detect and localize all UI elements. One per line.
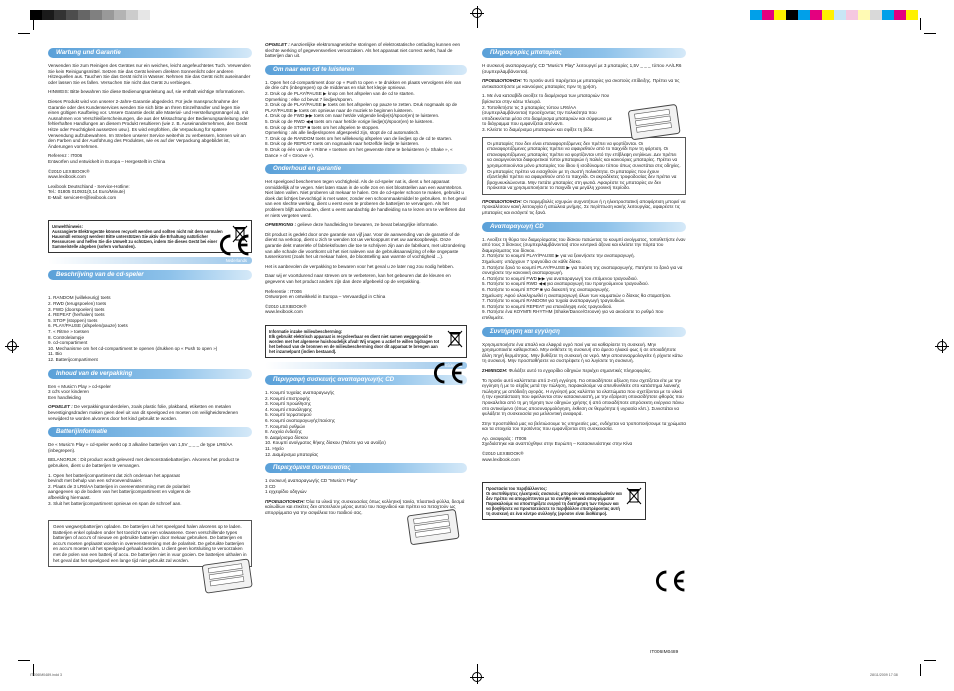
color-swatch <box>126 10 138 20</box>
battery-compartment-diagram <box>200 555 256 595</box>
list-item: 11. Ηχείο <box>265 445 284 451</box>
step-item: 1. Με ένα κατσαβίδι ανοίξτε το διαμέρισμα των μπαταριών που βρίσκεται στην κάτω πλευρά. <box>482 93 610 104</box>
color-swatch <box>858 10 870 20</box>
hotline-phone: Tel.: 01805 010931(0,14 Euro/Minute) <box>48 189 126 195</box>
slug-left: IT006IM0489.indd 3 <box>30 673 62 677</box>
contents-list-greek <box>265 478 467 495</box>
registration-mark-icon <box>7 341 17 351</box>
list-item: 9. cd-compartiment <box>48 340 88 346</box>
color-swatch <box>150 10 162 20</box>
color-swatch <box>54 10 66 20</box>
battery-steps <box>48 473 252 507</box>
list-item: 6. Κουμπί αναπαραγωγής/παύσης <box>265 417 336 423</box>
step-item: 5. Druk op de RWD ◀◀ toets om naar het/de vorige liedje(s)/spoor(en) te luisteren. <box>265 118 434 124</box>
reference-line-2: Ontworpen en ontwikkeld in Europa – Vervaardigd in China <box>265 294 386 300</box>
section-header-onderhoud: Onderhoud en garantie <box>265 164 467 174</box>
warning-text: Ausrangierte Elektrogeräte können recycelt werden und sollten nicht mit dem normalen Hausmüll entsorgt werden! Bitte unterstützen Sie aktiv die Erhaltung natürlicher Ressourcen und helfen Sie die Umwelt zu schützen, indem Sie dieses Gerät bei einer Sammelstelle abgeben (sofern vorhanden). <box>52 229 223 250</box>
paragraph: ΣΗΜΕΙΩΣΗ: Φυλάξτε αυτό το εγχειρίδιο οδηγιών περιέχει σημαντικές πληροφορίες. <box>482 367 652 373</box>
color-swatch <box>786 10 798 20</box>
step-item: 3. Sluit het batterijcompartiment opnieuw en span de schroef aan. <box>48 500 182 506</box>
color-swatch <box>102 10 114 20</box>
paragraph: Το προϊόν αυτό καλύπτεται από 2-ετή εγγύηση. Για οποιαδήποτε αξίωση που σχετίζεται είτε με την εγγύηση ή με το σέρβις μετά την πώληση, παρακαλούμε να απευθυνθείτε στο κατάστημα λιανικής πώλησης με απόδειξη αγοράς. Η εγγύησή μας καλύπτει τα ελαττώματα που σχετίζονται με το υλικό ή την εγκατάσταση που οφείλονται στον κατασκευαστή, με την εξαίρεση οποιασδήποτε φθοράς που προκαλείται από τη μη τήρηση των οδηγιών χρήσης ή από οποιαδήποτε απρόσεκτη ενέργεια πάνω στο αντικείμενο (όπως αποσυναρμολόγηση, έκθεση σε θερμότητα ή υγρασία κλπ.). Συνιστάται να φυλάξετε τη συσκευασία για μελλοντική αναφορά. <box>482 377 684 417</box>
color-swatch <box>42 10 54 20</box>
play-steps <box>265 80 467 158</box>
reference-line-2: Σχεδιάστηκε και αναπτύχθηκε στην Ευρώπη – Κατασκευάστηκε στην Κίνα <box>482 441 633 447</box>
play-steps-greek <box>482 237 686 321</box>
packaging-warning: OPGELET : De verpakkingsonderdelen, zoals plastic folie, plakband, etiketten en metalen bevestigingsdraden maken geen deel uit van dit speelgoed en moeten om veiligheidsredenen verwijderd te worden alvorens door het kind gebruikt te worden. <box>48 404 239 421</box>
ce-mark-icon <box>652 568 688 594</box>
list-item: 3. FWD (doorspoelen) toets <box>48 306 105 312</box>
color-swatch <box>870 10 882 20</box>
battery-safety-box-greek: Οι μπαταρίες που δεν είναι επαναφορτιζόμενες δεν πρέπει να φορτίζονται. Οι επαναφορτιζόμενες μπαταρίες πρέπει να αφαιρεθούν από το παιχνίδι πριν τη φόρτιση. Οι επαναφορτιζόμενες μπαταρίες πρέπει να φορτίζονται υπό την επίβλεψη ενηλίκων. Δεν πρέπει να αναμιγνύονται διαφορετικοί τύποι μπαταριών ή παλιές και καινούριες μπαταρίες. Πρέπει να χρησιμοποιούνται μόνο μπαταρίες του ίδιου ή ισοδύναμου τύπου όπως συνιστάται στις οδηγίες. Οι μπαταρίες πρέπει να εισαχθούν με τη σωστή πολικότητα. Οι μπαταρίες που έχουν εξαντληθεί πρέπει να αφαιρεθούν από το παιχνίδι. Οι ακροδέκτες τροφοδοσίας δεν πρέπει να βραχυκυκλώνονται. Μην πετάτε μπαταρίες στη φωτιά. Αφαιρέστε τις μπαταρίες αν δεν πρόκειται να χρησιμοποιήσετε το παιχνίδι για μεγάλη χρονική περίοδο. <box>482 137 686 195</box>
parts-list <box>48 295 252 362</box>
section-header-maintenance-greek: Συντήρηση και εγγύηση <box>482 327 686 337</box>
color-swatch <box>66 10 78 20</box>
section-header-beschrijving: Beschrijving van de cd-speler <box>48 270 252 280</box>
step-item: 2. Πατήστε το κουμπί PLAY/PAUSE ▶ για να ξεκινήσετε την αναπαραγωγή. <box>482 253 635 259</box>
crop-mark <box>924 33 936 34</box>
registration-mark-icon <box>937 341 947 351</box>
list-item: 6. PLAY/PAUSE (afspelen/pauze) toets <box>48 323 128 329</box>
step-item: Opmerking : als alle liedjes/sporen afgespeeld zijn, stopt de cd automatisch. <box>265 130 420 136</box>
warning-title: Informatie inzake milieubescherming: <box>269 328 343 334</box>
reference-line: Referenz : IT006 <box>48 153 83 159</box>
reference-line: Referentie : IT006 <box>265 288 302 294</box>
hotline-label: Lexibook Deutschland - Service-Hotline: <box>48 183 130 189</box>
list-item: 10. Mechanisme om het cd-compartiment te openen (drukken op « Push to open ») <box>48 345 218 351</box>
language-tab-dutch: Nederlands <box>48 257 252 264</box>
warning-title: Umwelthinweis: <box>52 224 83 230</box>
list-item: 5. Κουμπί τερματισμού <box>265 412 312 418</box>
crop-mark <box>18 33 30 34</box>
step-item: Σημείωση: υπάρχουν 7 τραγούδια σε κάθε δίσκο. <box>482 259 582 265</box>
list-item: 8. Controlelampje <box>48 334 85 340</box>
step-item: 9. Πατήστε ένα ΚΟΥΜΠΙ RHYTHM (Shake/Dance/Groove) για να ακούσετε το ρυθμό που επιθυμείτε. <box>482 309 664 320</box>
step-item: 1. Open het batterijcompartiment dat zich onderaan het apparaat bevindt met behulp van een schroevendraaier. <box>48 472 180 484</box>
color-swatch <box>114 10 126 20</box>
color-swatch <box>810 10 822 20</box>
copyright: ©2010 LEXIBOOK® <box>48 168 90 174</box>
warning-text: Οι ανεπιθύμητες ηλεκτρικές συσκευές μπορούν να ανακυκλωθούν και δεν πρέπει να απορρίπτονται με τα συνήθη οικιακά απορρίμματα! Παρακαλούμε να υποστηρίξετε ενεργά τη διατήρηση των πόρων και να βοηθήσετε να προστατεύσετε το περιβάλλον επιστρέφοντας αυτή τη συσκευή σε ένα κέντρο συλλογής (εφόσον είναι διαθέσιμο). <box>486 491 622 517</box>
copyright: ©2010 LEXIBOOK® <box>482 451 524 457</box>
paragraph: Het is aanbevolen de verpakking te bewaren voor het geval u ze later nog zou nodig hebben. <box>265 263 454 269</box>
paragraph: Het speelgoed beschermen tegen vochtigheid. Als de cd-speler nat is, dient u het apparaat onmiddellijk af te vegen. Niet laten staan in de volle zon en niet blootstellen aan een warmtebron. Niet laten vallen. Niet proberen uit mekaar te halen. Om de cd-speler schoon te maken, gebruikt u doek dat lichtjes bevochtigd is met water, zonder een schoonmaakmiddel te gebruiken. In het geval van een slechte werking, dient u eerst even te proberen de batterijen te vervangen. Als het probleem blijft aanhouden, dient u eerst aandachtig de handleiding na te lezen om te verifiëren dat er niets vergeten werd. <box>265 179 467 218</box>
step-item: Σημείωση: Αφού ολοκληρωθεί η αναπαραγωγή όλων των κομματιών ο δίσκος θα σταματήσει. <box>482 292 672 298</box>
paragraph: Dieses Produkt wird von unserer 2-Jahre-Garantie abgedeckt. Für jede Inanspruchnahme der Garantie oder des Kundenservices wenden Sie sich bitte an Ihren Einzelhändler und legen Sie einen gültigen Kaufbeleg vor. Unsere Garantie deckt alle Material- und Herstellungsmängel ab, mit Ausnahmen von Verschleißerscheinungen, die aus der Missachtung der Bedienungsanleitung oder fehlerhaften Handlungen an diesem Produkt resultieren (wie z. B. Auseinandernehmen, den Gerät Hitze oder Feuchtigkeit aussetzen usw.). Es wird empfohlen, die Verpackung für spätere Verwendung aufzubewahren. Im Streben unserer Service weiterhin zu verbessern, können wir an den Farben und der Ausführung des Produktes, wie es auf der Verpackung abgebildet ist, Änderungen vornehmen. <box>48 98 249 149</box>
environment-warning-gr <box>482 482 646 520</box>
step-item: 3. Κλείστε το διαμέρισμα μπαταριών και σφίξτε τη βίδα. <box>482 126 594 132</box>
paragraph: Daar wij er voortdurend naar streven om te verbeteren, kan het gebeuren dat de kleuren en gegevens van het product anders zijn dan deze afgebeeld op de verpakking. <box>265 273 451 284</box>
color-swatch <box>762 10 774 20</box>
step-item: 2. Druk op de PLAY/PAUSE ▶ knop om het afspelen van de cd te starten. <box>265 90 415 96</box>
list-item: 4. REPEAT (herhalen) toets <box>48 312 105 318</box>
color-swatch <box>906 10 918 20</box>
step-item: 4. Πατήστε το κουμπί FWD ▶▶ για αναπαραγωγή του επόμενου τραγουδιού. <box>482 275 638 281</box>
paragraph: Χρησιμοποιήστε ένα απαλό και ελαφρά υγρό πανί για να καθαρίσετε τη συσκευή. Μην χρησιμοποιείτε καθαριστικό. Μην εκθέτετε τη συσκευή στο άμεσο ηλιακό φως ή σε οποιαδήποτε άλλη πηγή θερμότητας. Μην βυθίζετε τη συσκευή σε νερό. Μην αποσυναρμολογείτε ή ρίχνετε κάτω τη συσκευή. Μην προσπαθήσετε να συστρέψετε ή να λυγίσετε τη συσκευή. <box>482 341 683 364</box>
column-dutch-greek <box>265 42 467 520</box>
paragraph: BELANGRIJK : Dit product wordt geleverd met demonstratiebatterijen. Alvorens het product te gebruiken, dient u de batterijen te vervangen. <box>48 457 240 468</box>
step-item: 3. Druk op de PLAY/PAUSE ▶ toets om het afspelen op pauze te zetten. Druk nogmaals op de PLAY/PAUSE ▶ toets om opnieuw naar de muziek te beginnen luisteren. <box>265 102 458 113</box>
list-item: 2. RWD (terugspoelen) toets <box>48 301 107 307</box>
color-swatch <box>774 10 786 20</box>
paragraph: Verwenden Sie zum Reinigen des Gerätes nur ein weiches, leicht angefeuchtetes Tuch. Verwenden Sie kein Reinigungsmittel. Setzen Sie das Gerät keinem direkten Sonnenlicht oder anderen Hitzequellen aus. Tauchen Sie das Gerät nicht in Wasser. Nehmen Sie das Gerät nicht auseinander oder lassen Sie es fallen. Versuchen Sie nicht das Gerät zu verbiegen. <box>48 63 251 85</box>
step-item: 6. Druk op de STOP ■ toets om het afspelen te stoppen. <box>265 124 380 130</box>
list-item: 5. STOP (stoppen) toets <box>48 317 98 323</box>
crop-mark <box>924 660 936 661</box>
crossed-bin-icon <box>626 486 642 506</box>
slug-right: 28/11/2009 17:38 <box>870 673 898 677</box>
step-item: Opmerking : elke cd bevat 7 liedjes/sporen. <box>265 96 354 102</box>
section-header-luisteren: Om naar een cd te luisteren <box>265 65 467 75</box>
list-item: 7. Κουμπιά ρυθμών <box>265 423 306 429</box>
step-item: 5. Πατήστε το κουμπί RWD ◀◀ για αναπαραγωγή του προηγούμενου τραγουδιού. <box>482 281 649 287</box>
list-item: 8. Λυχνία ένδειξης <box>265 429 302 435</box>
contents-list <box>48 384 252 401</box>
battery-safety-box: Geen wegwerpbatterijen opladen. De batterijen uit het speelgoed halen alvorens op te laden. Batterijen enkel opladen onder het toezicht van een volwassene. Geen verschillende types batterijen of accu's of nieuwe en gebruikte batterijen door mekaar gebruiken. De batterijen en accu's moeten geplaatst worden in overeenstemming met de polariteit. De gebruikte batterijen en accu's moeten uit het speelgoed gehaald worden. U dient geen kortsluiting te veroorzaken met de polen van een batterij of accu. De batterijen niet in vuur gooien. De batterijen uithalen in het geval dat het speelgoed een lange tijd niet gebruikt zal worden. <box>48 520 252 567</box>
ce-mark-icon <box>216 232 252 258</box>
step-item: 3. Πατήστε ξανά το κουμπί PLAY/PAUSE ▶ για παύση της αναπαραγωγής. Πατήστε το ξανά για να συνεχίσετε την κανονική αναπαραγωγή. <box>482 264 683 276</box>
color-swatch <box>750 10 762 20</box>
packaging-warning-greek: ΠΡΟΕΙΔΟΠΟΙΗΣΗ: Όλα τα υλικά της συσκευασίας όπως κολλητική ταινία, πλαστικά φύλλα, δεσμά καλωδίων και ετικέτες δεν αποτελούν μέρος αυτού του παιχνιδιού και πρέπει να πεταχτούν ως απορρίμματα για την ασφάλεια του παιδιού σας. <box>265 498 465 516</box>
color-swatch <box>30 10 42 20</box>
section-header-perigrafi: Περιγραφή συσκευής αναπαραγωγής CD <box>265 375 467 385</box>
step-item: 7. Druk op de RANDOM toets om het willekeurig afspelen van de liedjes op de cd te starten. <box>265 135 453 141</box>
step-item: 7. Πατήστε το κουμπί RANDOM για τυχαία αναπαραγωγή τραγουδιών. <box>482 298 626 304</box>
registration-mark-icon <box>472 672 482 682</box>
paragraph: OPMERKING : gelieve deze handleiding te bewaren, ze bevat belangrijke informatie. <box>265 222 439 228</box>
step-item: 1. Open het cd-compartiment door op « Push to open » te drukken en plaats vervolgens één van de drie cd's (inbegrepen) op de middenas en sluit het klepje opnieuw. <box>265 79 462 91</box>
list-item: 9. Διαμέρισμα δίσκου <box>265 434 309 440</box>
paragraph: Dit product is gedekt door onze garantie van vijf jaar. Voor de aanwending van de garantie of de dienst na verkoop, dient u zich te wenden tot uw verkooppunt met uw aankoopbewijs. Onze garantie dekt materiële of fabrieksfouten die toe te schrijven zijn aan de fabrikant, met uitzondering van alle schade die voortkomt uit het niet naleven van de gebruiksaanwijzing of elke ongepaste tussenkomst (zoals het uit mekaar halen, de blootstelling aan warmte of vochtigheid ...). <box>265 231 466 260</box>
battery-compartment-diagram <box>626 100 684 142</box>
document-code: IT006IM0489 <box>650 650 679 655</box>
column-german-dutch <box>48 42 252 571</box>
warning-title: Προστασία του περιβάλλοντος: <box>486 486 548 492</box>
list-item: 1 συσκευή αναπαραγωγής CD "Music'n Play" <box>265 478 358 484</box>
paragraph: HINWEIS: Bitte bewahren Sie diese Bedienungsanleitung auf, sie enthält wichtige Informationen. <box>48 89 245 95</box>
color-swatch <box>822 10 834 20</box>
color-swatch <box>138 10 150 20</box>
list-item: 4. Κουμπί επανάληψης <box>265 406 312 412</box>
website: www.lexibook.com <box>48 174 86 180</box>
paragraph: ΠΡΟΕΙΔΟΠΟΙΗΣΗ: Το προϊόν αυτό παρέχεται με μπαταρίες για σκοπούς επίδειξης. Πρέπει να τις αντικαταστήσετε με καινούριες μπαταρίες πριν τη χρήση. <box>482 78 680 89</box>
crop-mark <box>18 660 30 661</box>
reference-line: Αρ. αναφοράς : IT006 <box>482 435 527 441</box>
list-item: Een handleiding <box>48 394 81 400</box>
color-swatch <box>846 10 858 20</box>
color-swatch <box>834 10 846 20</box>
section-header-periexomena: Περιεχόμενα συσκευασίας <box>265 463 467 473</box>
list-item: 3 CD <box>265 483 276 489</box>
list-item: 1. Κουμπί τυχαίας αναπαραγωγής <box>265 389 335 395</box>
color-swatch <box>894 10 906 20</box>
section-header-playback-greek: Αναπαραγωγή CD <box>482 222 686 232</box>
website: www.lexibook.com <box>265 309 303 315</box>
paragraph: Η συσκευή αναπαραγωγής CD "Music'n Play" λειτουργεί με 3 μπαταρίες 1,5V _ _ _ τύπου AA/LR6 (συμπεριλαμβάνονται). <box>482 63 682 74</box>
reference-line-2: Entworfen und entwickelt in Europa – Hergestellt in China <box>48 158 166 164</box>
ce-mark-icon <box>430 360 466 386</box>
list-item: 7. « Ritme » toetsen <box>48 329 90 335</box>
process-color-bar <box>750 10 918 20</box>
list-item: 1 εγχειρίδιο οδηγιών <box>265 489 307 495</box>
list-item: Een « Music'n Play » cd-speler <box>48 383 111 389</box>
step-item: 1. Ανοίξτε τη θύρα του διαμερίσματος του δίσκου πατώντας το κουμπί ανοίγματος, τοποθετήστε έναν από τους 3 δίσκους (συμπεριλαμβάνονται) στον κεντρικό άξονα και κλείστε την πόρτα του διαμερίσματος του δίσκου. <box>482 236 686 253</box>
step-item: 4. Druk op de FWD ▶▶ toets om naar het/de volgende liedje(s)/spoor(en) te luisteren. <box>265 113 440 119</box>
crossed-bin-icon <box>447 329 463 349</box>
paragraph: ΠΡΟΕΙΔΟΠΟΙΗΣΗ: Οι παρεμβολές ισχυρών συχνοτήτων ή η ηλεκτροστατική αποφόρτιση μπορεί να προκαλέσουν κακή λειτουργία ή απώλεια μνήμης. Σε περίπτωση κακής λειτουργίας, αφαιρέστε τις μπαταρίες και εισάγετέ τις ξανά. <box>482 198 686 216</box>
paragraph: De « Music'n Play » cd-speler werkt op 3 alkaline batterijen van 1,5V _ _ _ de type LR6/AA (inbegrepen). <box>48 442 233 453</box>
crop-mark <box>920 18 921 30</box>
list-item: 3. Κουμπί προώθησης <box>265 401 311 407</box>
list-item: 2. Κουμπί επιστροφής <box>265 395 311 401</box>
battery-compartment-diagram <box>405 505 463 547</box>
color-swatch <box>882 10 894 20</box>
grayscale-color-bar <box>30 10 162 20</box>
paragraph: Στην προσπάθειά μας να βελτιώσουμε τις υπηρεσίες μας, ενδέχεται να τροποποιήσουμε τα χρώματα και τα στοιχεία του προϊόντος που εμφανίζονται στη συσκευασία. <box>482 420 686 432</box>
step-item: 8. Πατήστε το κουμπί REPEAT για επανάληψη ενός τραγουδιού. <box>482 303 613 309</box>
crop-mark <box>920 664 921 676</box>
environment-warning-nl <box>265 325 467 358</box>
color-swatch <box>78 10 90 20</box>
color-swatch <box>798 10 810 20</box>
website: www.lexibook.com <box>482 456 520 462</box>
section-header-batterij: Batterijinformatie <box>48 427 252 437</box>
list-item: 1. RANDOM (willekeurig) toets <box>48 295 111 301</box>
copyright: ©2010 LEXIBOOK® <box>265 303 307 309</box>
language-tab-greek: Ελληνικά <box>265 362 467 369</box>
hotline-email: E-Mail: serviceHH@lexibook.com <box>48 194 117 200</box>
section-header-wartung: Wartung und Garantie <box>48 48 252 58</box>
step-item: 8. Druk op de REPEAT toets om nogmaals naar hetzelfde liedje te luisteren. <box>265 141 420 147</box>
step-item: 6. Πατήστε το κουμπί STOP ■ για διακοπή της αναπαραγωγής. <box>482 287 611 292</box>
list-item: 12. Διαμέρισμα μπαταρίας <box>265 451 319 457</box>
warning-text: Elk gebruikt elektrisch apparaat is recycleerbaar en dient niet samen weggegooid te worden met het algemene huishoudelijk afval! Wij vragen u actief te willen bijdragen tot het behoud van de bronnen en de milieubescherming door dit apparaat te brengen aan het inzamelpunt (indien bestaand). <box>269 333 440 354</box>
parts-list-greek <box>265 390 467 457</box>
step-item: 9. Druk op één van de « Ritme » toetsen om het gewenste ritme te beluisteren (« Shake », « Dance » of « Groove »). <box>265 146 453 158</box>
list-item: 11. Bio <box>48 351 62 357</box>
list-item: 12. Batterijcompartiment <box>48 357 98 362</box>
step-item: 2. Plaats de 3 LR6/AA batterijen in overeenstemming met de polariteit aangegeven op de bodem van het batterijcompartiment en volgens de afbeelding hiernaast. <box>48 483 191 500</box>
list-item: 10. Κουμπί ανοίγματος θήκης δίσκου (Πιέστε για να ανοίξει) <box>265 440 386 446</box>
section-header-battery-greek: Πληροφορίες μπαταρίας <box>482 48 686 58</box>
step-item: 2. Τοποθετήστε τις 3 μπαταρίες τύπου LR6/AA (συμπεριλαμβάνονται) προσέχοντας την πολικότητα που υποδεικνύεται μέσα στο διαμέρισμα μπαταριών και σύμφωνα με το διάγραμμα που εμφανίζεται απέναντι. <box>482 104 612 127</box>
registration-mark-icon <box>472 8 482 18</box>
list-item: 3 cd's voor kinderen <box>48 389 89 395</box>
intro-warning: OPGELET : Aanzienlijke elektromagnetische storingen of elektrostatische ontlading kunnen een slechte werking of gegevensverlies veroorzaken. Als het apparaat niet correct werkt, haal de batterijen dan uit. <box>265 42 461 59</box>
color-swatch <box>90 10 102 20</box>
section-header-inhoud: Inhoud van de verpakking <box>48 369 252 379</box>
